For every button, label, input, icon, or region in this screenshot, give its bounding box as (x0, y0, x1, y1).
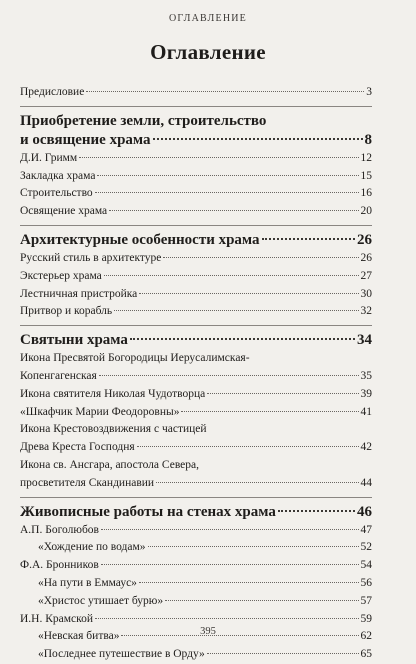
toc-entry (20, 368, 372, 386)
leader-dots (163, 257, 358, 258)
toc-entry-page: 35 (360, 369, 372, 382)
running-head: ОГЛАВЛЕНИЕ (169, 13, 247, 24)
divider (20, 225, 372, 226)
toc-entry-label: «На пути в Еммаус» (38, 576, 137, 589)
toc-entry-page: 44 (360, 476, 372, 489)
toc-entry (20, 150, 372, 168)
toc-section (20, 331, 372, 492)
section-title (20, 131, 372, 150)
section-title-line: Архитектурные особенности храма (20, 231, 260, 248)
toc-entry (20, 522, 372, 540)
leader-dots (165, 600, 358, 601)
toc-entry-line: Икона Крестовоздвижения с частицей (20, 423, 207, 436)
section-page: 26 (357, 231, 372, 248)
toc-entry-label: Икона святителя Николая Чудотворца (20, 387, 206, 400)
toc-entry-page: 39 (360, 387, 372, 400)
toc-entry-label: просветителя Скандинавии (20, 476, 155, 489)
toc-entry-line: Икона св. Ансгара, апостола Севера, (20, 458, 200, 471)
page-title: Оглавление (150, 40, 266, 64)
leader-dots (109, 210, 358, 211)
toc-entry-page: 12 (360, 151, 372, 164)
toc-entry (20, 250, 372, 268)
toc-entry (20, 303, 372, 321)
toc-subentry (20, 539, 372, 557)
leader-dots (181, 411, 358, 412)
leader-dots (79, 157, 358, 158)
toc-entry-label: Закладка храма (20, 169, 96, 182)
page-number: 395 (200, 626, 216, 637)
section-title-line: Святыни храма (20, 332, 128, 349)
leader-dots (99, 375, 359, 376)
section-title-line: Приобретение земли, строительство (20, 112, 267, 129)
toc-entry-label: «Хождение по водам» (38, 541, 146, 554)
toc-entry (20, 557, 372, 575)
toc-entry-page: 57 (360, 594, 372, 607)
toc-entry-page: 54 (360, 559, 372, 572)
leader-dots (104, 275, 359, 276)
leader-dots (156, 482, 358, 483)
toc-entry-label: Древа Креста Господня (20, 441, 135, 454)
toc-entry-label: «Невская битва» (38, 630, 120, 643)
leader-dots (101, 564, 359, 565)
toc-entry-page: 3 (366, 86, 372, 98)
toc-subentry (20, 646, 372, 664)
toc-entry-preface (20, 84, 372, 102)
toc-subentry (20, 593, 372, 611)
toc-entry-label: И.Н. Крамской (20, 612, 94, 625)
toc-subentry (20, 575, 372, 593)
table-of-contents (20, 84, 372, 664)
toc-entry-label: Лестничная пристройка (20, 287, 138, 300)
section-page: 34 (357, 332, 372, 349)
section-title-line: и освящение храма (20, 131, 151, 148)
toc-entry-label: Ф.А. Бронников (20, 559, 99, 572)
leader-dots (95, 618, 358, 619)
divider (20, 497, 372, 498)
toc-entry-label: Копенгагенская (20, 369, 97, 382)
toc-entry-page: 65 (360, 648, 372, 661)
leader-dots (139, 293, 358, 294)
toc-entry-label: Предисловие (20, 86, 85, 98)
leader-dots (97, 175, 358, 176)
toc-entry (20, 185, 372, 203)
leader-dots (278, 510, 355, 512)
toc-entry (20, 404, 372, 422)
toc-entry-page: 42 (360, 441, 372, 454)
toc-entry-page: 27 (360, 269, 372, 282)
toc-entry-page: 41 (360, 405, 372, 418)
toc-entry (20, 203, 372, 221)
toc-entry-label: Д.И. Гримм (20, 151, 78, 164)
section-title (20, 331, 372, 350)
toc-entry-line: Икона Пресвятой Богородицы Иерусалимская- (20, 352, 250, 365)
toc-entry (20, 439, 372, 457)
leader-dots (86, 91, 364, 92)
toc-entry (20, 286, 372, 304)
toc-entry-page: 59 (360, 612, 372, 625)
toc-entry-label: Притвор и корабль (20, 305, 113, 318)
toc-entry-label: Освящение храма (20, 205, 108, 218)
section-title (20, 231, 372, 250)
toc-entry-label: А.П. Боголюбов (20, 523, 99, 536)
section-title (20, 503, 372, 522)
leader-dots (153, 138, 363, 140)
toc-entry-page: 20 (360, 205, 372, 218)
toc-entry-label: «Последнее путешествие в Орду» (38, 648, 205, 661)
leader-dots (137, 446, 359, 447)
leader-dots (101, 529, 359, 530)
toc-section (20, 112, 372, 221)
toc-entry-label: Русский стиль в архитектуре (20, 251, 162, 264)
leader-dots (207, 653, 359, 654)
toc-entry-label: Строительство (20, 187, 93, 200)
leader-dots (262, 238, 355, 240)
toc-entry-label: «Христос утишает бурю» (38, 594, 164, 607)
toc-entry-page: 15 (360, 169, 372, 182)
toc-entry (20, 386, 372, 404)
leader-dots (130, 338, 355, 340)
toc-entry (20, 268, 372, 286)
leader-dots (148, 546, 359, 547)
toc-entry-page: 16 (360, 187, 372, 200)
leader-dots (95, 192, 359, 193)
toc-entry-page: 56 (360, 576, 372, 589)
toc-entry-page: 26 (360, 251, 372, 264)
toc-entry-page: 62 (360, 630, 372, 643)
leader-dots (114, 310, 358, 311)
divider (20, 325, 372, 326)
divider (20, 106, 372, 107)
toc-section (20, 231, 372, 321)
section-page: 46 (357, 503, 372, 520)
toc-entry (20, 168, 372, 186)
toc-entry-label: «Шкафчик Марии Феодоровны» (20, 405, 180, 418)
section-page: 8 (364, 131, 372, 148)
leader-dots (207, 393, 358, 394)
toc-entry-page: 47 (360, 523, 372, 536)
toc-entry (20, 475, 372, 493)
toc-entry-page: 52 (360, 541, 372, 554)
section-title-line: Живописные работы на стенах храма (20, 503, 276, 520)
leader-dots (139, 582, 359, 583)
toc-entry-label: Экстерьер храма (20, 269, 102, 282)
toc-entry-page: 32 (360, 305, 372, 318)
toc-entry-page: 30 (360, 287, 372, 300)
toc-section (20, 503, 372, 664)
